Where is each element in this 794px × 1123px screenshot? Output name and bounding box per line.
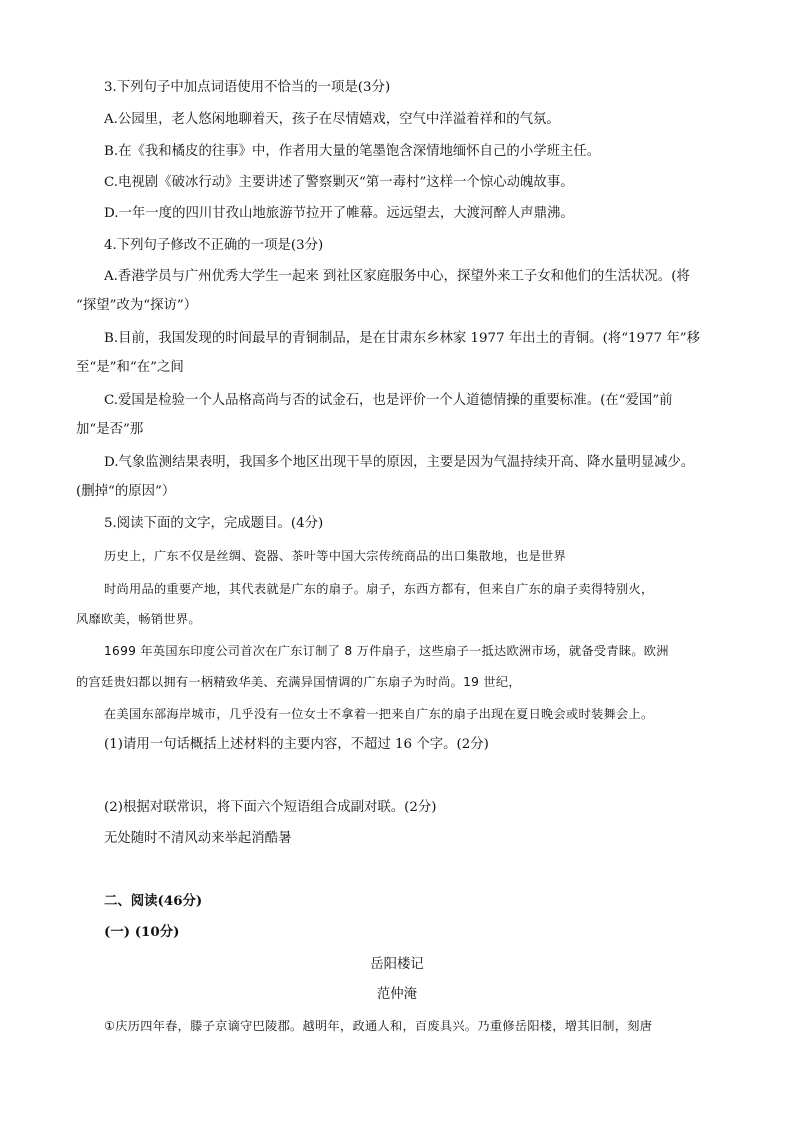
passage-author: 范仲淹 <box>376 987 418 1002</box>
q3-option-d: D.一年一度的四川甘孜山地旅游节拉开了帷幕。远远望去，大渡河醉人声鼎沸。 <box>104 206 574 221</box>
q4-option-c-line2: 加“是否”那 <box>76 422 144 437</box>
q5-passage-line2: 时尚用品的重要产地，其代表就是广东的扇子。扇子，东西方都有，但来自广东的扇子卖得特别火， <box>104 582 654 596</box>
q5-passage-line3: 风靡欧美，畅销世界。 <box>76 612 201 626</box>
q5-passage-line4: 1699 年英国东印度公司首次在广东订制了 8 万件扇子，这些扇子一抵达欧洲市场，就备受青睐。欧洲 <box>104 644 669 658</box>
part-heading: (一) (10分) <box>104 924 180 940</box>
q4-option-a-line1: A.香港学员与广州优秀大学生一起来 到社区家庭服务中心，探望外来工子女和他们的生活状况。(将 <box>104 269 690 284</box>
q4-option-d-line1: D.气象监测结果表明，我国多个地区出现干旱的原因，主要是因为气温持续开高、降水量明显减少。 <box>104 455 695 470</box>
q5-subquestion-2: (2)根据对联常识，将下面六个短语组合成副对联。(2分) <box>104 800 437 815</box>
q3-option-a: A.公园里，老人悠闲地聊着天，孩子在尽情嬉戏，空气中洋溢着祥和的气氛。 <box>104 112 560 127</box>
q5-subquestion-1: (1)请用一句话概括上述材料的主要内容，不超过 16 个字。(2分) <box>104 737 489 752</box>
q4-option-a-line2: “探望”改为“探访”） <box>76 298 198 313</box>
q3-stem: 3.下列句子中加点词语使用不恰当的一项是(3分) <box>104 80 391 95</box>
q3-option-c: C.电视剧《破冰行动》主要讲述了警察剿灭“第一毒村”这样一个惊心动魄故事。 <box>104 175 574 190</box>
q4-option-b-line2: 至“是”和“在”之间 <box>76 360 184 375</box>
q3-option-b: B.在《我和橘皮的往事》中，作者用大量的笔墨饱含深情地缅怀自己的小学班主任。 <box>104 144 601 159</box>
q4-option-c-line1: C.爱国是检验一个人品格高尚与否的试金石，也是评价一个人道德情操的重要标准。(在“爱国”前 <box>104 393 673 408</box>
q4-option-b-line1: B.目前，我国发现的时间最早的青铜制品，是在甘肃东乡林家 1977 年出土的青铜。(将“1977 年”移 <box>104 331 700 346</box>
q5-phrases: 无处随时不清风动来举起消酷暑 <box>104 831 292 846</box>
q5-passage-line6: 在美国东部海岸城市，几乎没有一位女士不拿着一把来自广东的扇子出现在夏日晚会或时装舞会上。 <box>104 707 654 721</box>
q5-passage-line1: 历史上，广东不仅是丝绸、瓷器、茶叶等中国大宗传统商品的出口集散地，也是世界 <box>104 549 567 563</box>
section-heading: 二、阅读(46分) <box>104 893 203 909</box>
passage-title: 岳阳楼记 <box>370 957 424 972</box>
passage-paragraph-1: ①庆历四年春，滕子京谪守巴陵郡。越明年，政通人和，百废具兴。乃重修岳阳楼，增其旧制，刻唐 <box>104 1019 653 1033</box>
q5-passage-line5: 的宫廷贵妇都以拥有一柄精致华美、充满异国情调的广东扇子为时尚。19 世纪， <box>76 675 521 689</box>
q4-stem: 4.下列句子修改不正确的一项是(3分) <box>104 238 324 253</box>
q5-stem: 5.阅读下面的文字，完成题目。(4分) <box>104 516 324 531</box>
q4-option-d-line2: (删掉“的原因”） <box>76 484 176 499</box>
